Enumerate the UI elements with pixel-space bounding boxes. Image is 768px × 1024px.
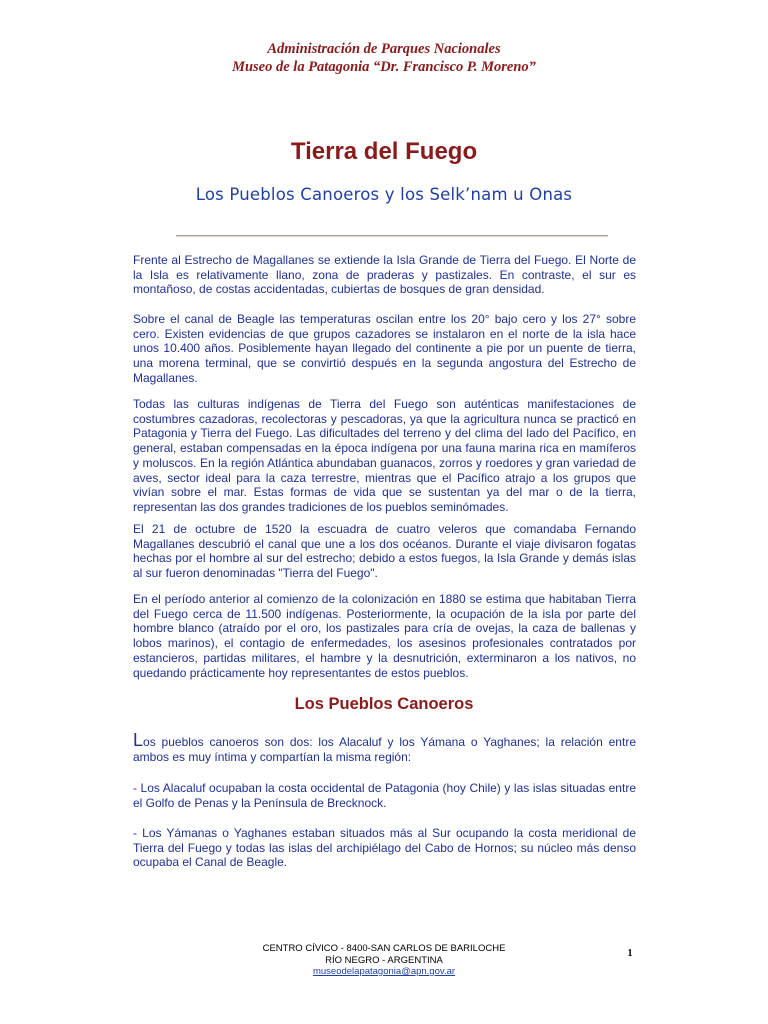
page-header [0,40,768,76]
section-intro-paragraph [133,730,636,764]
page-footer [184,943,584,978]
paragraph: Sobre el canal de Beagle las temperaturas oscilan entre los 20° bajo cero y los 27° sobre cero. Existen evidencias de que grupos cazadores se instalaron en el norte de la isla hace unos 10.400 años. Posiblemente hayan llegado del continente a pie por un puente de tierra, una morena terminal, que se convirtió después en la segunda angostura del Estrecho de Magallanes. [133,312,636,385]
paragraph: En el período anterior al comienzo de la colonización en 1880 se estima que habitaban Tierra del Fuego cerca de 11.500 indígenas. Posteriormente, la ocupación de la isla por parte del hombre blanco (atraído por el oro, los pastizales para cría de ovejas, la caza de ballenas y lobos marinos), el contagio de enfermedades, los asesinos profesionales contratados por estancieros, partidas militares, el hambre y la desnutrición, exterminaron a los nativos, no quedando prácticamente hoy representantes de estos pueblos. [133,592,636,680]
list-item: - Los Yámanas o Yaghanes estaban situados más al Sur ocupando la costa meridional de Tierra del Fuego y todas las islas del archipiélago del Cabo de Hornos; su núcleo más denso ocupaba el Canal de Beagle. [133,826,636,870]
paragraph: Frente al Estrecho de Magallanes se extiende la Isla Grande de Tierra del Fuego. El Norte de la Isla es relativamente llano, zona de praderas y pastizales. En contraste, el sur es montañoso, de costas accidentadas, cubiertas de bosques de gran densidad. [133,253,636,297]
list-item: - Los Alacaluf ocupaban la costa occidental de Patagonia (hoy Chile) y las islas situadas entre el Golfo de Penas y la Península de Brecknock. [133,781,636,810]
footer-address-line: CENTRO CÍVICO - 8400-SAN CARLOS DE BARILOCHE [262,943,506,954]
drop-cap-initial: L [133,730,144,750]
email-link[interactable]: museodelapatagonia@apn.gov.ar [312,966,456,977]
paragraph: El 21 de octubre de 1520 la escuadra de cuatro veleros que comandaba Fernando Magallanes descubrió el canal que une a los dos océanos. Durante el viaje divisaron fogatas hechas por el hombre al sur del estrecho; debido a estos fuegos, la Isla Grande y demás islas al sur fueron denominadas "Tierra del Fuego". [133,522,636,581]
document-subtitle: Los Pueblos Canoeros y los Selk’nam u Onas [195,185,573,204]
paragraph: Todas las culturas indígenas de Tierra del Fuego son auténticas manifestaciones de costumbres cazadoras, recolectoras y pescadoras, ya que la agricultura nunca se practicó en Patagonia y Tierra del Fuego. Las dificultades del terreno y del clima del lado del Pacífico, en general, estaban compensadas en la época indígena por una fauna marina rica en mamíferos y moluscos. En la región Atlántica abundaban guanacos, zorros y roedores y gran variedad de aves, sector ideal para la caza terrestre, mientras que el Pacífico atrajo a los grupos que vivían sobre el mar. Estas formas de vida que se sustentan ya del mar o de la tierra, representan las dos grandes tradiciones de los pueblos seminómades. [133,397,636,514]
title-divider [176,235,608,237]
footer-address-line: RÍO NEGRO - ARGENTINA [325,954,443,966]
section-heading: Los Pueblos Canoeros [294,695,474,713]
section-intro-text: os pueblos canoeros son dos: los Alacaluf y los Yámana o Yaghanes; la relación entre ambos es muy íntima y compartían la misma región: [133,735,636,764]
document-title: Tierra del Fuego [290,138,478,165]
header-museum: Museo de la Patagonia “Dr. Francisco P. Moreno” [232,59,536,75]
page-number: 1 [627,948,633,959]
header-organization: Administración de Parques Nacionales [267,41,501,57]
